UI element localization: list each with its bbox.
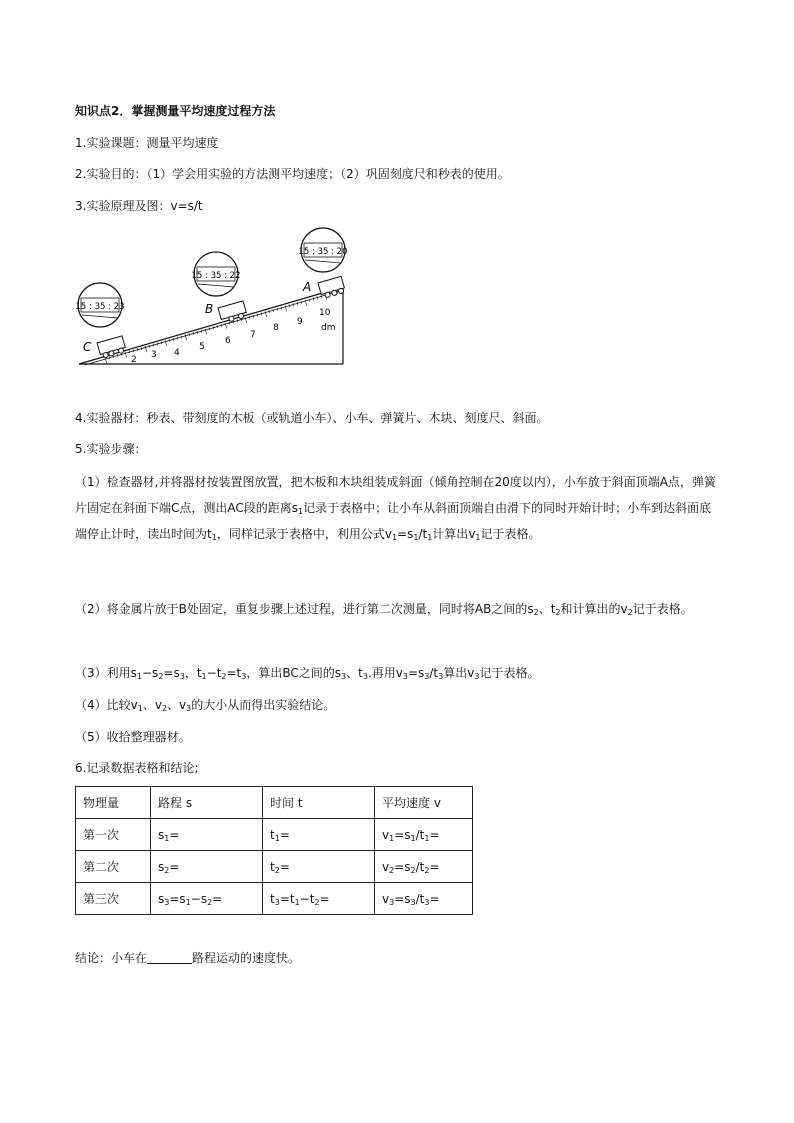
table-cell: 第一次 [76,819,151,851]
section-heading: 知识点2．掌握测量平均速度过程方法 [75,104,276,118]
tick-label: 10 [319,308,331,318]
table-cell: $v_1=s_1/t_1=$ [375,819,473,851]
ruler-tick [321,295,322,298]
conclusion: 结论：小车在 路程运动的速度快。 [75,951,301,965]
ruler-tick [109,356,110,359]
table-header: 路程 s [151,787,263,819]
ruler-tick [249,316,250,319]
data-table [75,786,473,915]
ruler-tick [293,303,294,306]
ruler-tick [133,349,134,352]
ruler-tick [281,307,282,310]
tick-label: 8 [273,323,279,333]
formula-v1: $v_1=s_1/t_1$ [384,527,433,542]
ruler-tick [301,301,302,304]
ruler-tick [105,357,107,363]
table-header: 平均速度 v [375,787,473,819]
table-row [76,819,473,851]
ruler-tick [289,304,290,307]
cart-b [218,301,248,324]
ruler-tick [173,338,174,341]
ruler-tick [201,330,202,333]
ruler-tick [141,347,142,350]
ruler-tick [197,331,198,334]
ruler-tick [129,350,130,353]
ruler-tick [229,322,230,325]
ruler-tick [273,309,274,312]
point-a-label: A [303,280,312,294]
table-cell: $s_2=$ [151,851,263,883]
item-topic: 1.实验课题：测量平均速度 [75,136,219,150]
ruler-tick [317,296,318,299]
table-cell: $v_3=s_3/t_3=$ [375,883,473,915]
cart-a [318,276,346,298]
stopwatch-c [76,283,125,327]
table-cell: $s_3=s_1-s_2=$ [151,883,263,915]
tick-label: 9 [297,317,303,327]
ruler-tick [209,327,210,330]
ruler-tick [117,354,118,357]
item-purpose: 2.实验目的：（1）学会用实验的方法测平均速度；（2）巩固刻度尺和秒表的使用。 [75,167,510,181]
clock-c-time: 15 : 35 : 23 [75,302,125,312]
table-header-row [76,787,473,819]
table-cell: $t_3=t_1-t_2=$ [263,883,375,915]
ruler-tick [269,310,270,313]
ruler-tick [217,325,218,328]
ruler-tick [181,336,182,339]
ruler-tick [157,342,158,345]
point-b-label: B [205,302,214,316]
table-cell: $s_1=$ [151,819,263,851]
ruler-tick [137,348,138,351]
ruler-tick [213,326,214,329]
ruler-tick [237,319,238,322]
point-c-label: C [83,340,92,354]
ruler-tick [261,312,262,315]
clock-b-time: 15 : 35 : 22 [191,271,241,281]
item-table-title: 6.记录数据表格和结论; [75,761,199,775]
answer-blank[interactable] [147,951,192,964]
ruler-tick [125,352,127,358]
cart-c [97,336,127,359]
ruler-tick [153,344,154,347]
ruler-tick [221,324,222,327]
ruler-tick [169,339,170,342]
table-cell: $t_2=$ [263,851,375,883]
ruler-tick [193,332,194,335]
ruler-tick [253,315,254,318]
step-4: （4）比较$v_1$、$v_2$、$v_3$的大小从而得出实验结论。 [75,698,336,713]
table-cell: $t_1=$ [263,819,375,851]
stopwatch-b [192,252,241,296]
tick-label: 3 [151,350,157,360]
tick-label: 5 [199,342,205,352]
stopwatch-a [299,228,348,272]
ruler-tick [257,314,258,317]
ruler-tick [149,345,150,348]
table-header: 时间 t [263,787,375,819]
incline-diagram [75,225,350,370]
tick-label: 2 [131,355,137,365]
table-cell: 第三次 [76,883,151,915]
ruler-tick [161,341,162,344]
table-row [76,851,473,883]
ruler-tick [177,337,178,340]
tick-label: 4 [174,348,180,358]
item-steps: 5.实验步骤： [75,442,147,456]
ruler-tick [189,333,190,336]
table-cell: 第二次 [76,851,151,883]
item-equipment: 4.实验器材：秒表、带刻度的木板（或轨道小车）、小车、弹簧片、木块、刻度尺、斜面。 [75,411,549,425]
tick-label: 6 [225,336,231,346]
item-principle: 3.实验原理及图：v=s/t [75,199,203,213]
ruler-tick [277,308,278,311]
clock-a-time: 15 : 35 : 20 [298,247,348,257]
table-header: 物理量 [76,787,151,819]
step-3: （3）利用$s_1-s_2=s_3$，$t_1-t_2=t_3$，算出BC之间的$s_3$、$t_3$.再用$v_3=s_3/t_3$算出$v_3$记于表格。 [75,666,540,681]
table-cell: $v_2=s_2/t_2=$ [375,851,473,883]
step-1: （1）检查器材,并将器材按装置图放置，把木板和木块组装成斜面（倾角控制在20度以内），小车放于斜面顶端A点，弹簧片固定在斜面下端C点，测出AC段的距离$s_1$记录于表格中；让小车从斜面顶端自由滑下的同时开始计时；小车到达斜面底端停止计时，读出时间为$t_1$，同样记录于表格中，利用公式$v_1=s_1/t_1$计算出$v_1$记于表格。 [75,475,716,542]
step-2: （2）将金属片放于B处固定，重复步骤上述过程，进行第二次测量，同时将AB之间的$s_2$、$t_2$和计算出的$v_2$记于表格。 [75,602,693,617]
ruler-tick [309,299,310,302]
step-5: （5）收拾整理器材。 [75,730,191,744]
table-row [76,883,473,915]
tick-label: 7 [250,330,256,340]
ruler-tick [297,302,298,305]
ruler-tick [313,298,314,301]
unit-label: dm [321,323,336,333]
